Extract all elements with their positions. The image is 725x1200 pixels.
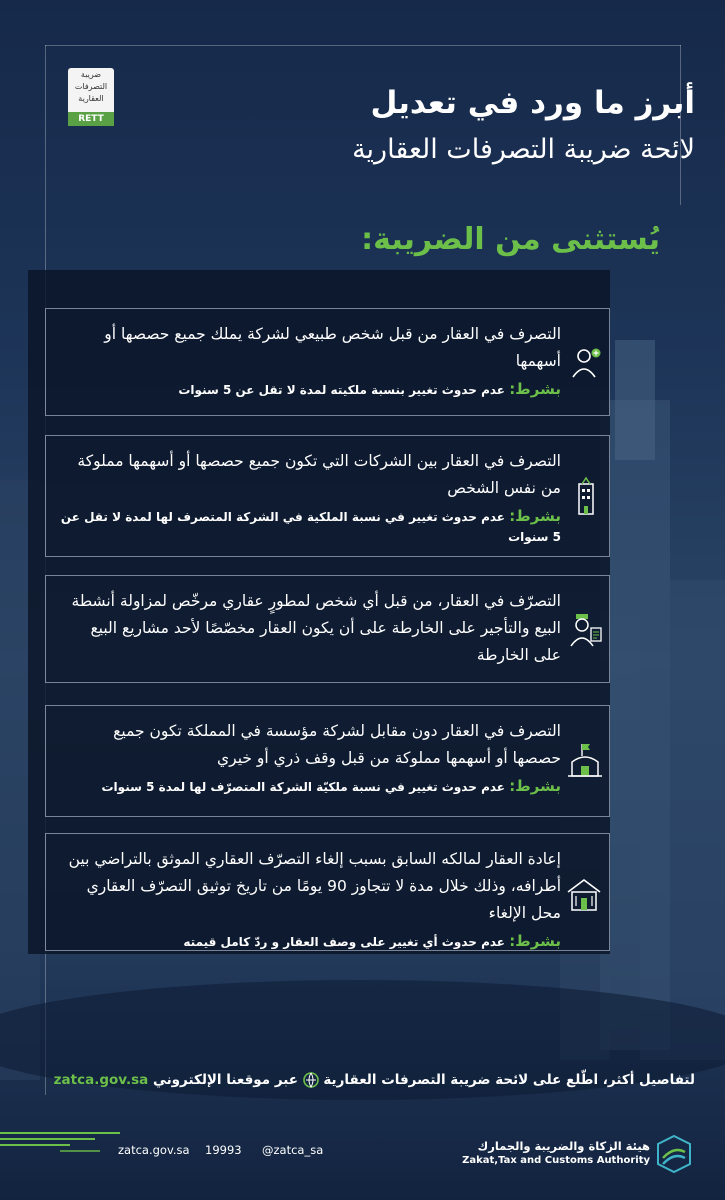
logo-text-line-1: ضريبة xyxy=(80,70,102,79)
zatca-logo-icon xyxy=(655,1134,693,1174)
frame-line-right xyxy=(680,45,681,205)
website-contact[interactable]: zatca.gov.sa xyxy=(118,1143,190,1157)
card-1-condition xyxy=(60,379,561,400)
card-4-condition-text: عدم حدوث تغيير في نسبة ملكيّة الشركة المتصرّف لها لمدة 5 سنوات xyxy=(101,780,505,794)
card-1-condition-text: عدم حدوث تغيير بنسبة ملكيته لمدة لا تقل عن 5 سنوات xyxy=(178,383,505,397)
page-title: أبرز ما ورد في تعديل xyxy=(370,85,695,121)
exemption-card-4 xyxy=(45,705,610,817)
card-2-condition xyxy=(60,506,561,547)
card-5-condition-text: عدم حدوث أي تغيير على وصف العقار و ردّ كامل قيمته xyxy=(183,935,505,949)
card-1-condition-label: بشرط: xyxy=(509,380,561,398)
exemption-card-1 xyxy=(45,308,610,416)
twitter-handle[interactable]: @zatca_sa xyxy=(262,1143,324,1157)
logo-badge: RETT xyxy=(68,112,114,126)
card-2-condition-label: بشرط: xyxy=(509,507,561,525)
developer-plan-icon xyxy=(568,610,604,650)
card-5-condition-label: بشرط: xyxy=(509,932,561,950)
card-5-text: إعادة العقار لمالكه السابق بسبب إلغاء التصرّف العقاري الموثق بالتراضي بين أطرافه، وذلك خلال مدة لا تتجاوز 90 يومًا من تاريخ توثيق التصرّف العقاري محل الإلغاء xyxy=(68,850,561,922)
house-icon xyxy=(564,874,604,914)
person-plus-icon xyxy=(571,343,601,383)
card-4-condition-label: بشرط: xyxy=(509,777,561,795)
page-subtitle: لائحة ضريبة التصرفات العقارية xyxy=(352,134,695,165)
more-details-website-link[interactable]: zatca.gov.sa xyxy=(53,1072,149,1088)
office-building-icon xyxy=(571,476,601,516)
logo-text-line-3: العقارية xyxy=(78,94,104,103)
rett-logo xyxy=(68,68,114,126)
card-1-text: التصرف في العقار من قبل شخص طبيعي لشركة يملك جميع حصصها أو أسهمها xyxy=(104,325,561,370)
exemption-card-2 xyxy=(45,435,610,557)
authority-name-english: Zakat,Tax and Customs Authority xyxy=(462,1155,650,1166)
flag-building-icon xyxy=(566,740,604,780)
more-details-via: عبر موقعنا الإلكتروني xyxy=(152,1072,298,1088)
card-4-condition xyxy=(60,776,561,797)
more-details-text: لتفاصيل أكثر، اطّلع على لائحة ضريبة التصرفات العقارية xyxy=(323,1072,695,1088)
card-4-text: التصرف في العقار دون مقابل لشركة مؤسسة في المملكة تكون جميع حصصها أو أسهمها مملوكة من قبل وقف ذري أو خيري xyxy=(113,722,561,767)
card-5-condition xyxy=(60,931,561,952)
globe-icon xyxy=(303,1072,319,1088)
exemption-card-3 xyxy=(45,575,610,683)
section-title: يُستثنى من الضريبة: xyxy=(361,222,660,257)
card-3-text: التصرّف في العقار، من قبل أي شخص لمطورٍ عقاري مرخّص لمزاولة أنشطة البيع والتأجير على الخارطة على أن يكون العقار مخصّصًا لأحد مشاريع البيع على الخارطة xyxy=(71,592,561,664)
logo-text-line-2: التصرفات xyxy=(74,82,108,91)
card-2-condition-text: عدم حدوث تغيير في نسبة الملكية في الشركة المتصرف لها لمدة لا تقل عن 5 سنوات xyxy=(60,510,561,544)
more-details-note xyxy=(45,1068,695,1092)
exemption-card-5 xyxy=(45,833,610,951)
card-2-text: التصرف في العقار بين الشركات التي تكون جميع حصصها أو أسهمها مملوكة من نفس الشخص xyxy=(77,452,561,497)
authority-name-arabic: هيئة الزكاة والضريبة والجمارك xyxy=(477,1139,650,1153)
phone-contact[interactable]: 19993 xyxy=(205,1143,242,1157)
frame-line-top xyxy=(45,45,681,46)
